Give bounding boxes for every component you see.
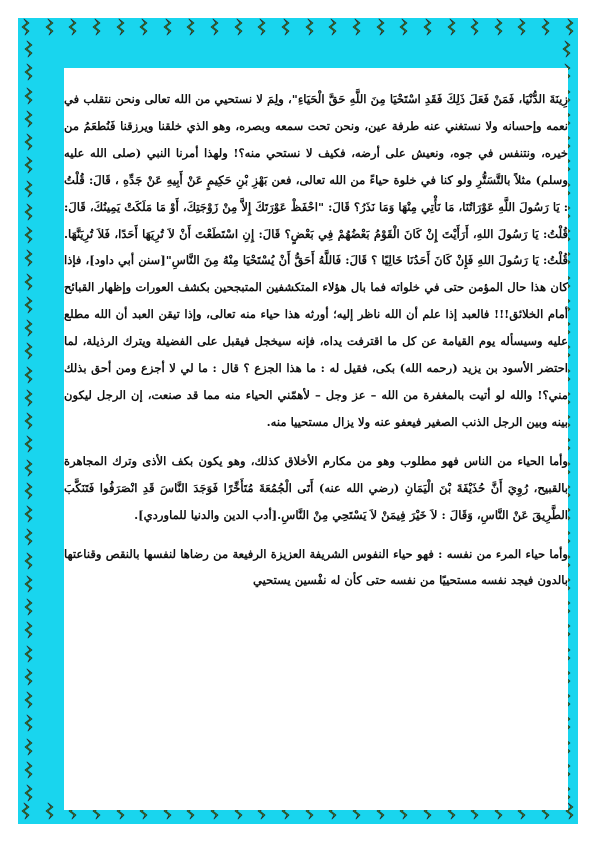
zigzag-bolt-icon bbox=[23, 668, 35, 686]
zigzag-bolt-icon bbox=[23, 459, 35, 477]
zigzag-bolt-icon bbox=[422, 18, 434, 36]
article-text bbox=[64, 86, 568, 594]
zigzag-bolt-icon bbox=[23, 296, 35, 314]
page-body bbox=[64, 68, 568, 810]
zigzag-bolt-icon bbox=[23, 621, 35, 639]
zigzag-bolt-icon bbox=[23, 389, 35, 407]
zigzag-bolt-icon bbox=[561, 40, 573, 58]
zigzag-bolt-icon bbox=[23, 761, 35, 779]
zigzag-bolt-icon bbox=[23, 87, 35, 105]
paragraph-modesty-from-people: وأما الحياء من الناس فهو مطلوب وهو من مكارم الأخلاق كذلك، وهو يكون بكف الأذى وترك المجاهرة بالقبيح، رُوِيَ أَنَّ حُذَيْفَةَ بْنَ الْيَمَانِ (رضي الله عنه) أَتَى الْجُمُعَةَ مُتَأَخِّرًا فَوَجَدَ النَّاسَ قَدِ انْصَرَفُوا فَتَنَكَّبَ الطَّرِيقَ عَنْ النَّاسِ، وَقَالَ : لاَ خَيْرَ فِيمَنْ لاَ يَسْتَحِي مِنْ النَّاسِ.[أدب الدين والدنيا للماوردي]. bbox=[64, 453, 568, 522]
zigzag-bolt-icon bbox=[516, 18, 528, 36]
zigzag-bolt-icon bbox=[44, 18, 56, 36]
zigzag-bolt-icon bbox=[23, 249, 35, 267]
zigzag-bolt-icon bbox=[398, 18, 410, 36]
decorative-border bbox=[18, 18, 578, 824]
zigzag-bolt-icon bbox=[20, 18, 32, 36]
zigzag-bolt-icon bbox=[67, 18, 79, 36]
border-left-ornaments bbox=[18, 40, 40, 802]
zigzag-bolt-icon bbox=[23, 598, 35, 616]
zigzag-bolt-icon bbox=[327, 18, 339, 36]
zigzag-bolt-icon bbox=[23, 226, 35, 244]
zigzag-bolt-icon bbox=[162, 18, 174, 36]
zigzag-bolt-icon bbox=[304, 18, 316, 36]
zigzag-bolt-icon bbox=[23, 784, 35, 802]
zigzag-bolt-icon bbox=[23, 273, 35, 291]
zigzag-bolt-icon bbox=[23, 412, 35, 430]
zigzag-bolt-icon bbox=[23, 203, 35, 221]
zigzag-bolt-icon bbox=[23, 738, 35, 756]
zigzag-bolt-icon bbox=[20, 802, 32, 820]
zigzag-bolt-icon bbox=[540, 18, 552, 36]
zigzag-bolt-icon bbox=[23, 645, 35, 663]
zigzag-bolt-icon bbox=[23, 575, 35, 593]
zigzag-bolt-icon bbox=[23, 110, 35, 128]
zigzag-bolt-icon bbox=[23, 319, 35, 337]
zigzag-bolt-icon bbox=[44, 802, 56, 820]
zigzag-bolt-icon bbox=[564, 18, 576, 36]
zigzag-bolt-icon bbox=[23, 366, 35, 384]
zigzag-bolt-icon bbox=[375, 18, 387, 36]
zigzag-bolt-icon bbox=[23, 133, 35, 151]
zigzag-bolt-icon bbox=[91, 18, 103, 36]
zigzag-bolt-icon bbox=[23, 342, 35, 360]
zigzag-bolt-icon bbox=[351, 18, 363, 36]
zigzag-bolt-icon bbox=[138, 18, 150, 36]
zigzag-bolt-icon bbox=[23, 63, 35, 81]
zigzag-bolt-icon bbox=[23, 435, 35, 453]
zigzag-bolt-icon bbox=[493, 18, 505, 36]
zigzag-bolt-icon bbox=[185, 18, 197, 36]
zigzag-bolt-icon bbox=[23, 180, 35, 198]
zigzag-bolt-icon bbox=[23, 528, 35, 546]
paragraph-hadith-modesty: زِينَةَ الدُّنْيَا، فَمَنْ فَعَلَ ذَلِكَ فَقَدِ اسْتَحْيَا مِنَ اللَّهِ حَقَّ الْحَيَاءِ"، ولِمَ لا نستحيي من الله تعالى ونحن نتقلب في نعمه وإحسانه ولا نستغني عنه طرفة عين، ونحن تحت سمعه وبصره، وهو الذي خلقنا ويرزقنا فَنُطعَمُ من خيره، ونتنفس في جوه، ونعيش على أرضه، فكيف لا نستحي منه؟! ولهذا أمرنا النبي (صلى الله عليه وسلم) مثلاً بالتَّسَتُّرِ ولو كنا في خلوة حياءً من الله تعالى، فعن بَهْزِ بْنِ حَكِيمٍ عَنْ أَبِيهِ عَنْ جَدِّهِ ، قَالَ: قُلْتُ : يَا رَسُولَ اللَّهِ عَوْرَاتُنَا، مَا نَأْتِي مِنْهَا وَمَا نَذَرُ؟ قَالَ: "احْفَظْ عَوْرَتَكَ إِلاَّ مِنْ زَوْجَتِكَ، أَوْ مَا مَلَكَتْ يَمِينُكَ، قَالَ: قُلْتُ: يَا رَسُولَ اللهِ، أَرَأَيْتَ إِنْ كَانَ الْقَوْمُ بَعْضُهُمْ فِي بَعْضٍ؟ قَالَ: إِنِ اسْتَطَعْتَ أَنْ لاَ تُرِيَهَا أَحَدًا، فَلاَ تُرِيَنَّهَا. قُلْتُ: يَا رَسُولَ اللهِ فَإِنْ كَانَ أَحَدُنَا خَالِيًا ؟ قَالَ: فَاللَّهُ أَحَقُّ أَنْ يُسْتَحْيَا مِنْهُ مِنَ النَّاسِ"[سنن أبي داود]، فإذا كان هذا حال المؤمن حتى في خلواته فما بال هؤلاء المتكشفين المتبجحين بكشف العورات وإظهار القبائح أمام الخلائق!!! فالعبد إذا علم أن الله ناظر إليه؛ أورثه هذا حياء منه تعالى، وإذا تيقن العبد أن الله مطلع عليه وسيسأله يوم القيامة عن كل ما اقترفت يداه، فإنه سيخجل فيقبل على الفضيلة ويترك الرذيلة، لما احتضر الأسود بن يزيد (رحمه الله) بكى، فقيل له : ما هذا الجزع ؟ قال : ما لي لا أجزع ومن أحق بذلك مني؟! والله لو أتيت بالمغفرة من الله – عز وجل – لأهمّني الحياء منه مما قد صنعت، إن الرجل ليكون بينه وبين الرجل الذنب الصغير فيعفو عنه ولا يزال مستحييا منه. bbox=[64, 92, 568, 429]
zigzag-bolt-icon bbox=[23, 156, 35, 174]
zigzag-bolt-icon bbox=[23, 505, 35, 523]
zigzag-bolt-icon bbox=[23, 40, 35, 58]
zigzag-bolt-icon bbox=[115, 18, 127, 36]
zigzag-bolt-icon bbox=[469, 18, 481, 36]
zigzag-bolt-icon bbox=[209, 18, 221, 36]
zigzag-bolt-icon bbox=[233, 18, 245, 36]
zigzag-bolt-icon bbox=[256, 18, 268, 36]
zigzag-bolt-icon bbox=[280, 18, 292, 36]
zigzag-bolt-icon bbox=[23, 691, 35, 709]
zigzag-bolt-icon bbox=[446, 18, 458, 36]
zigzag-bolt-icon bbox=[23, 552, 35, 570]
border-top-ornaments bbox=[18, 18, 578, 40]
zigzag-bolt-icon bbox=[23, 482, 35, 500]
zigzag-bolt-icon bbox=[23, 714, 35, 732]
paragraph-modesty-from-self: وأما حياء المرء من نفسه : فهو حياء النفوس الشريفة العزيزة الرفيعة من رضاها لنفسها بالنقص وقناعتها بالدون فيجد نفسه مستحييًا من نفسه حتى كأن له نفْسين يستحيي bbox=[64, 546, 568, 588]
